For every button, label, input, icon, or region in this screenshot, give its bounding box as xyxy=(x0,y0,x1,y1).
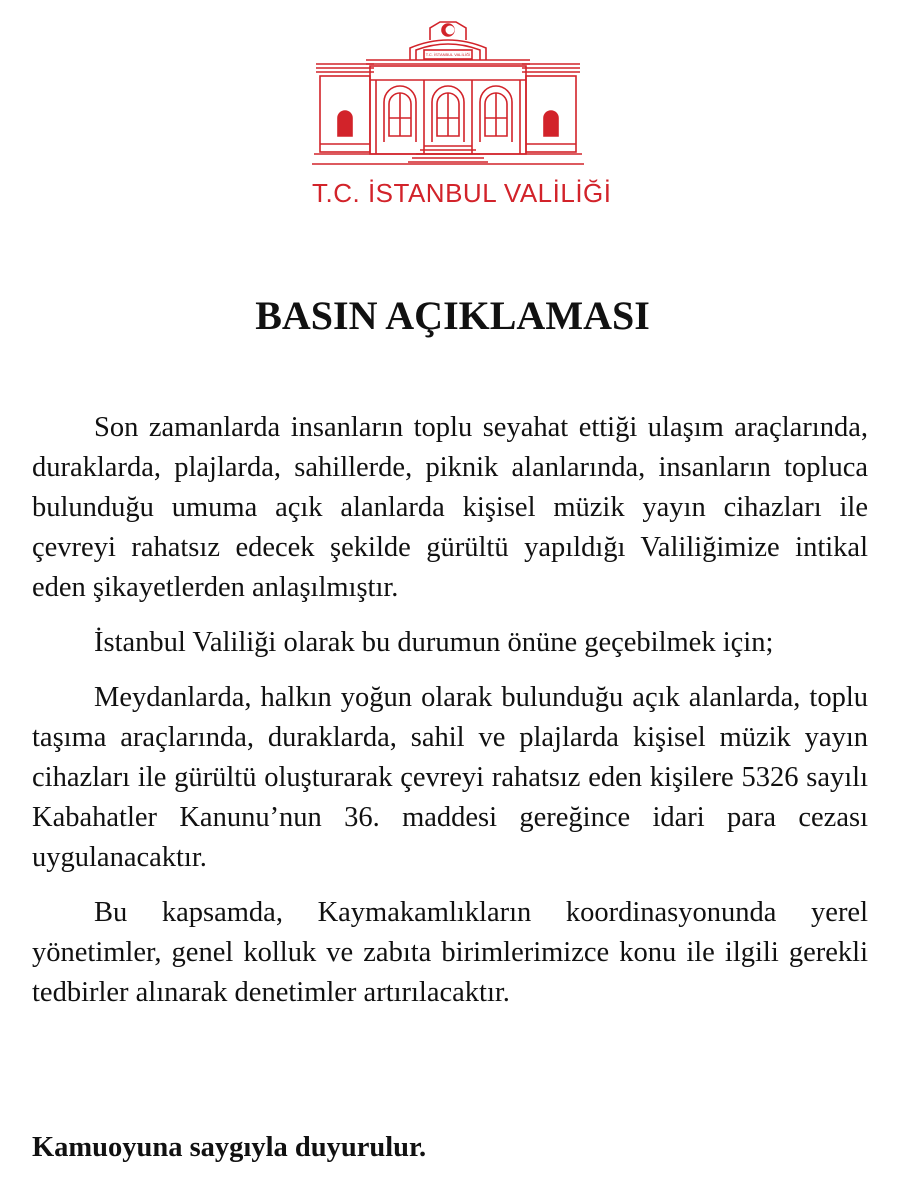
governorship-logo xyxy=(312,18,612,214)
paragraph: Son zamanlarda insanların toplu seyahat ettiği ulaşım araçlarında, duraklarda, plajlarda, sahillerde, piknik alanlarında, insanların topluca bulunduğu umuma açık alanlarda kişisel müzik yayın cihazları ile çevreyi rahatsız edecek şekilde gürültü yapıldığı Valiliğimize intikal eden şikayetlerden anlaşılmıştır. xyxy=(32,412,868,603)
paragraph: Bu kapsamda, Kaymakamlıkların koordinasyonunda yerel yönetimler, genel kolluk ve zabıta birimlerimizce konu ile ilgili gerekli tedbirler alınarak denetimler artırılacaktır. xyxy=(32,897,868,1008)
closing-statement: Kamuoyuna saygıyla duyurulur. xyxy=(32,1132,427,1163)
document-body xyxy=(32,408,868,1013)
logo-caption: T.C. İSTANBUL VALİLİĞİ xyxy=(312,178,612,208)
paragraph: İstanbul Valiliği olarak bu durumun önüne geçebilmek için; xyxy=(94,627,774,658)
istanbul-governorship-building-icon xyxy=(312,18,584,178)
logo-sign-text: T.C. İSTANBUL VALİLİĞİ xyxy=(425,52,471,57)
page-title: BASIN AÇIKLAMASI xyxy=(255,293,650,338)
paragraph: Meydanlarda, halkın yoğun olarak bulunduğu açık alanlarda, toplu taşıma araçlarında, duraklarda, sahil ve plajlarda kişisel müzik yayın cihazları ile gürültü oluşturarak çevreyi rahatsız eden kişilere 5326 sayılı Kabahatler Kanunu’nun 36. maddesi gereğince idari para cezası uygulanacaktır. xyxy=(32,682,868,873)
